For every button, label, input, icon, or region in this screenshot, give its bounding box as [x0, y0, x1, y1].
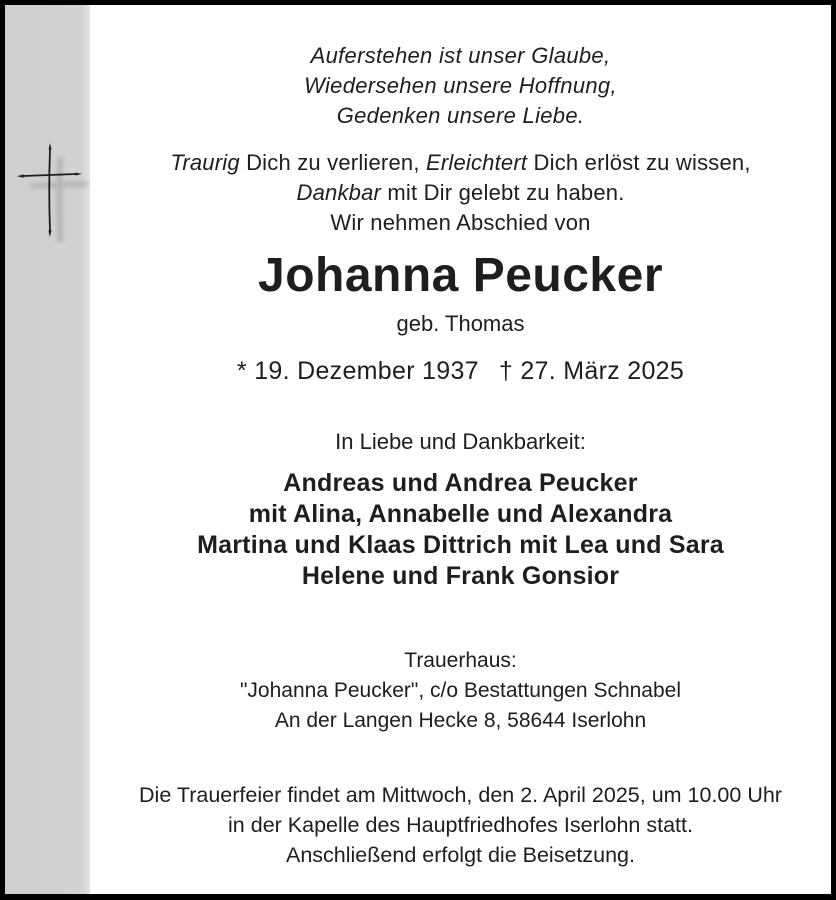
mourner-line: Andreas und Andrea Peucker	[283, 469, 638, 497]
life-dates	[90, 356, 831, 386]
funeral-home-line: "Johanna Peucker", c/o Bestattungen Schnabel	[239, 679, 682, 702]
farewell-word-italic: Traurig	[170, 150, 240, 175]
farewell-line	[90, 148, 831, 178]
service-line: in der Kapelle des Hauptfriedhofes Iserlohn statt.	[228, 813, 693, 837]
deceased-name: Johanna Peucker	[258, 249, 663, 302]
funeral-home-label: Trauerhaus:	[404, 649, 517, 672]
service-line: Die Trauerfeier findet am Mittwoch, den 2. April 2025, um 10.00 Uhr	[139, 783, 782, 807]
funeral-home-block	[90, 646, 831, 736]
funeral-home-line: An der Langen Hecke 8, 58644 Iserlohn	[274, 709, 647, 732]
service-line: Anschließend erfolgt die Beisetzung.	[286, 843, 635, 867]
farewell-text: mit Dir gelebt zu haben.	[381, 180, 625, 205]
birth-name: geb. Thomas	[396, 311, 525, 336]
verse-line: Wiedersehen unsere Hoffnung,	[304, 73, 617, 98]
birth-date: * 19. Dezember 1937	[236, 357, 479, 385]
farewell-word-italic: Dankbar	[296, 180, 382, 205]
mourner-line: Helene und Frank Gonsior	[301, 562, 620, 590]
farewell-text: Dich erlöst zu wissen,	[527, 150, 751, 175]
farewell-line: Wir nehmen Abschied von	[330, 210, 591, 235]
farewell-word-italic: Erleichtert	[425, 150, 528, 175]
verse-line: Auferstehen ist unser Glaube,	[310, 43, 611, 68]
cross-icon	[14, 139, 90, 243]
farewell-line	[90, 178, 831, 208]
side-strip	[5, 5, 90, 894]
death-date: † 27. März 2025	[498, 357, 685, 385]
memorial-card	[5, 5, 831, 894]
notice-content	[90, 5, 831, 894]
farewell-text: Dich zu verlieren,	[239, 150, 426, 175]
mourners-block	[90, 468, 831, 592]
farewell-block	[90, 148, 831, 238]
mourner-line: Martina und Klaas Dittrich mit Lea und Sara	[197, 531, 724, 559]
verse-line: Gedenken unsere Liebe.	[336, 103, 585, 128]
verse-block	[90, 41, 831, 131]
service-block	[90, 780, 831, 870]
dedication-intro: In Liebe und Dankbarkeit:	[335, 429, 586, 454]
mourner-line: mit Alina, Annabelle und Alexandra	[248, 500, 673, 528]
